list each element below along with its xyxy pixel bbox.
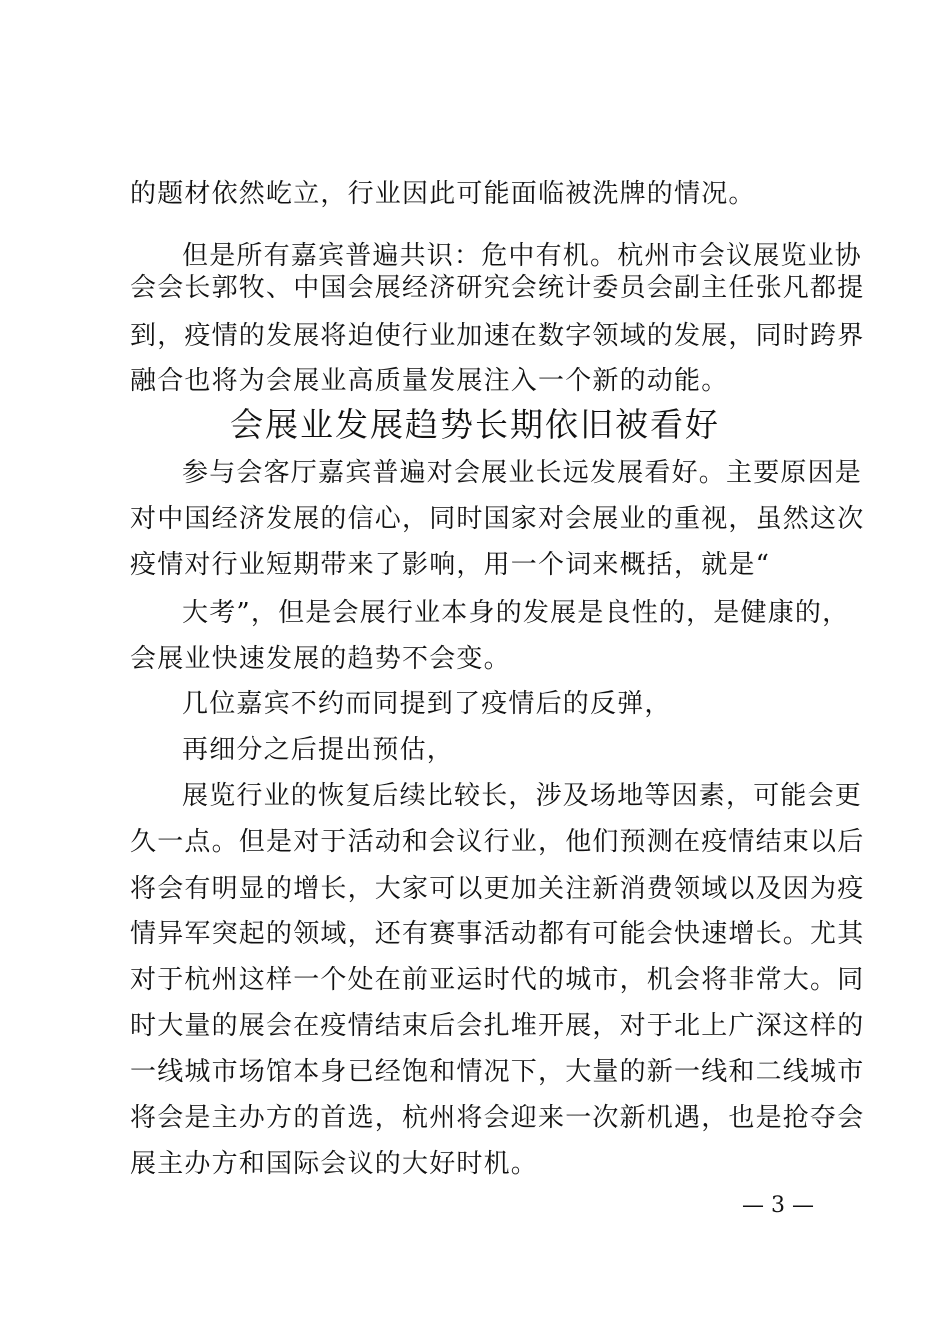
paragraph-line: 融合也将为会展业高质量发展注入一个新的动能。 (130, 366, 729, 396)
paragraph-line: 再细分之后提出预估， (182, 735, 455, 765)
paragraph-line: 一线城市场馆本身已经饱和情况下，大量的新一线和二线城市 (130, 1057, 865, 1087)
paragraph-line: 的题材依然屹立，行业因此可能面临被洗牌的情况。 (130, 179, 756, 209)
paragraph-line: 几位嘉宾不约而同提到了疫情后的反弹， (182, 689, 672, 719)
paragraph-line: 将会有明显的增长，大家可以更加关注新消费领域以及因为疫 (130, 874, 865, 904)
paragraph-line: 大考”，但是会展行业本身的发展是良性的，是健康的， (182, 598, 850, 628)
paragraph-line: 久一点。但是对于活动和会议行业，他们预测在疫情结束以后 (130, 827, 865, 857)
paragraph-line: 但是所有嘉宾普遍共识：危中有机。杭州市会议展览业协 (182, 241, 863, 271)
paragraph-line: 会会长郭牧、中国会展经济研究会统计委员会副主任张凡都提 (130, 273, 865, 303)
paragraph-line: 对中国经济发展的信心，同时国家对会展业的重视，虽然这次 (130, 504, 865, 534)
paragraph-line: 参与会客厅嘉宾普遍对会展业长远发展看好。主要原因是 (182, 458, 863, 488)
paragraph-line: 情异军突起的领域，还有赛事活动都有可能会快速增长。尤其 (130, 919, 865, 949)
paragraph-line: 展主办方和国际会议的大好时机。 (130, 1149, 539, 1179)
paragraph-line: 时大量的展会在疫情结束后会扎堆开展，对于北上广深这样的 (130, 1011, 865, 1041)
page-number: — 3 — (742, 1193, 814, 1218)
paragraph-line: 会展业快速发展的趋势不会变。 (130, 644, 511, 674)
section-heading: 会展业发展趋势长期依旧被看好 (230, 405, 720, 444)
paragraph-line: 将会是主办方的首选，杭州将会迎来一次新机遇，也是抢夺会 (130, 1103, 865, 1133)
paragraph-line: 疫情对行业短期带来了影响，用一个词来概括，就是“ (130, 550, 771, 580)
paragraph-line: 到，疫情的发展将迫使行业加速在数字领域的发展，同时跨界 (130, 321, 865, 351)
paragraph-line: 对于杭州这样一个处在前亚运时代的城市，机会将非常大。同 (130, 965, 865, 995)
paragraph-line: 展览行业的恢复后续比较长，涉及场地等因素，可能会更 (182, 781, 863, 811)
